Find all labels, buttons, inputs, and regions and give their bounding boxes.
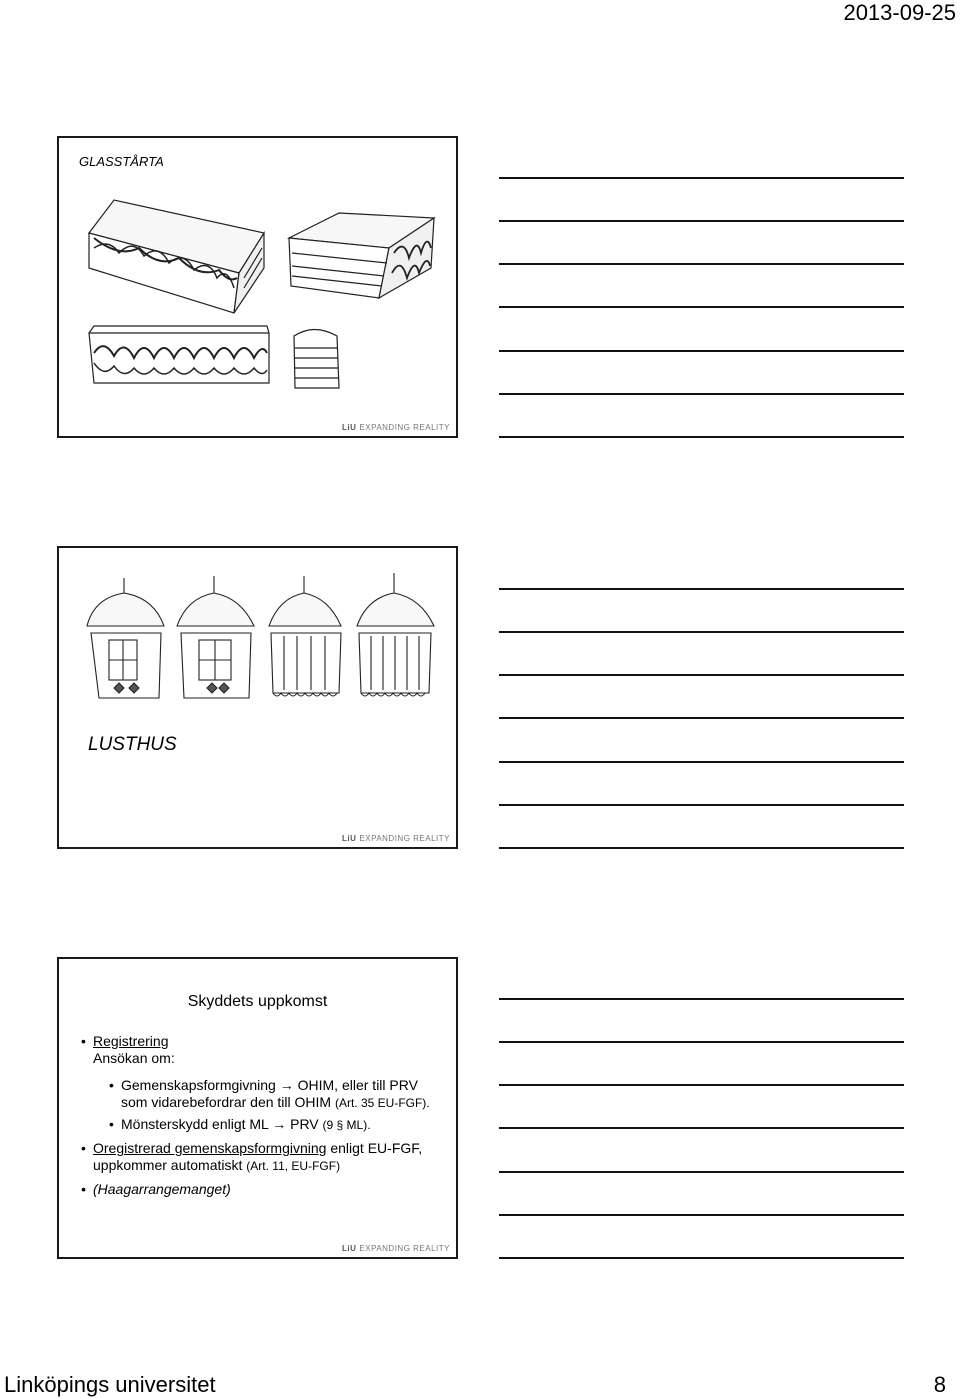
lusthus-illustration [59, 548, 456, 728]
notes-line [499, 263, 904, 265]
notes-line [499, 847, 904, 849]
notes-line [499, 804, 904, 806]
slide-skyddets-uppkomst [57, 957, 458, 1259]
liu-logo: LiU EXPANDING REALITY [342, 1244, 450, 1253]
notes-line [499, 393, 904, 395]
slide-title: GLASSTÅRTA [79, 154, 164, 169]
slide-body [79, 1033, 439, 1198]
notes-line [499, 1127, 904, 1129]
notes-line [499, 220, 904, 222]
notes-line [499, 1084, 904, 1086]
notes-line [499, 350, 904, 352]
notes-line [499, 761, 904, 763]
notes-line [499, 1257, 904, 1259]
sub-bullet-monsterskydd: • Mönsterskydd enligt ML → PRV (9 § ML). [79, 1116, 439, 1134]
page-number: 8 [933, 1372, 946, 1397]
slide-glasstarta [57, 136, 458, 438]
liu-logo: LiU EXPANDING REALITY [342, 834, 450, 843]
glasstarta-illustration [59, 138, 456, 436]
notes-line [499, 177, 904, 179]
notes-line [499, 1171, 904, 1173]
sub-bullet-gemenskap: • Gemenskapsformgivning → OHIM, eller till PRV som vidarebefordrar den till OHIM (Art. 35 EU-FGF). [79, 1077, 439, 1112]
document-date: 2013-09-25 [843, 0, 956, 25]
slide-lusthus [57, 546, 458, 849]
slide-title: LUSTHUS [88, 734, 177, 755]
footer-institution: Linköpings universitet [4, 1372, 216, 1397]
liu-logo: LiU EXPANDING REALITY [342, 423, 450, 432]
notes-line [499, 998, 904, 1000]
notes-line [499, 631, 904, 633]
notes-line [499, 306, 904, 308]
bullet-registrering: • Registrering [79, 1033, 439, 1050]
notes-line [499, 1041, 904, 1043]
notes-line [499, 674, 904, 676]
slide-title: Skyddets uppkomst [187, 993, 328, 1010]
notes-line [499, 436, 904, 438]
notes-line [499, 717, 904, 719]
notes-line [499, 588, 904, 590]
bullet-subheading: Ansökan om: [93, 1050, 175, 1066]
bullet-oregistrerad: • Oregistrerad gemenskapsformgivning enligt EU-FGF, uppkommer automatiskt (Art. 11, EU-FGF) [79, 1140, 439, 1175]
bullet-haag: • (Haagarrangemanget) [79, 1181, 439, 1198]
notes-line [499, 1214, 904, 1216]
